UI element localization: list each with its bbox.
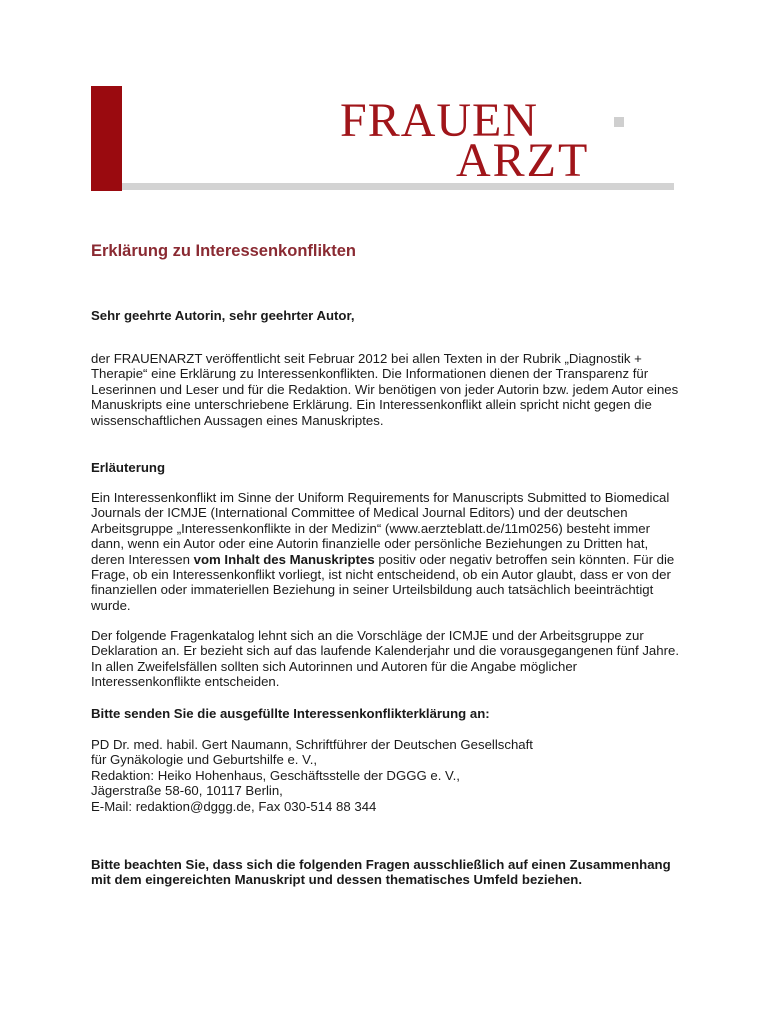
address-block: [91, 737, 681, 814]
explanation-paragraph: [91, 490, 681, 613]
address-line: Jägerstraße 58-60, 10117 Berlin,: [91, 783, 283, 799]
logo-line-2: ARZT: [456, 134, 590, 187]
catalog-paragraph: Der folgende Fragenkatalog lehnt sich an die Vorschläge der ICMJE und der Arbeitsgruppe zur Deklaration an. Er bezieht sich auf das laufende Kalenderjahr und die vorausgegangenen fünf Jahre. In allen Zweifelsfällen sollten sich Autorinnen und Autoren für die Angabe möglicher Interessenkonflikte entscheiden.: [91, 628, 679, 690]
explanation-emphasis: vom Inhalt des Manuskriptes: [193, 551, 375, 567]
explanation-heading: Erläuterung: [91, 460, 166, 475]
logo-line-1: FRAUEN: [340, 94, 539, 147]
send-heading: Bitte senden Sie die ausgefüllte Interessenkonflikterklärung an:: [91, 706, 490, 721]
address-line: PD Dr. med. habil. Gert Naumann, Schriftführer der Deutschen Gesellschaft: [91, 737, 533, 752]
page-title: Erklärung zu Interessenkonflikten: [91, 242, 356, 260]
address-line: für Gynäkologie und Geburtshilfe e. V.,: [91, 752, 318, 768]
closing-note: Bitte beachten Sie, dass sich die folgenden Fragen ausschließlich auf einen Zusammenhang mit dem eingereichten Manuskript und dessen thematisches Umfeld beziehen.: [91, 857, 671, 888]
address-line: E-Mail: redaktion@dggg.de, Fax 030-514 88 344: [91, 798, 377, 814]
logo-dot: [614, 117, 624, 127]
address-line: Redaktion: Heiko Hohenhaus, Geschäftsstelle der DGGG e. V.,: [91, 767, 460, 783]
frauenarzt-logo: [340, 94, 640, 189]
explanation-text-1: Ein Interessenkonflikt im Sinne der Uniform Requirements for Manuscripts Submitted to Biomedical Journals der ICMJE (International Committee of Medical Journal Editors) und der deutschen Arbeitsgruppe „Interessenkonflikte in der Medizin“ (www.aerzteblatt.de/11m0256) besteht immer dann, wenn ein Autor oder eine Autorin finanzielle oder persönliche Beziehungen zu Dritten hat, deren Interessen: [91, 490, 670, 567]
intro-paragraph: der FRAUENARZT veröffentlicht seit Februar 2012 bei allen Texten in der Rubrik „Diagnostik + Therapie“ eine Erklärung zu Interessenkonflikten. Die Informationen dienen der Transparenz für Leserinnen und Leser und für die Redaktion. Wir benötigen von jeder Autorin bzw. jedem Autor eines Manuskripts eine unterschriebene Erklärung. Ein Interessenkonflikt allein spricht nicht gegen die wissenschaftlichen Aussagen eines Manuskriptes.: [91, 351, 679, 428]
explanation-text-2: positiv oder negativ betroffen sein könnten. Für die Frage, ob ein Interessenkonflikt vorliegt, ist nicht entscheidend, ob ein Autor glaubt, dass er von der finanziellen oder immateriellen Beziehung in seiner Urteilsbildung auch tatsächlich beeinträchtigt wurde.: [91, 551, 675, 613]
salutation: Sehr geehrte Autorin, sehr geehrter Autor,: [91, 308, 355, 323]
header-red-block: [91, 86, 122, 191]
